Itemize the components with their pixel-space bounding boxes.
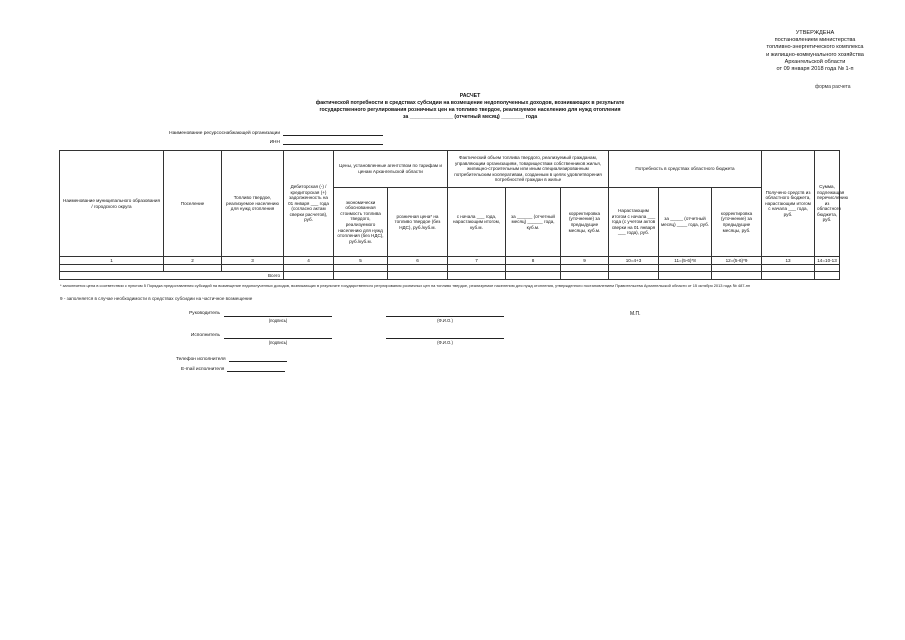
document-title (280, 93, 660, 121)
executor-name-caption: (Ф.И.О.) (437, 340, 453, 345)
phone-label: Телефон исполнителя (176, 357, 226, 362)
header-group-need: Потребность в средствах областного бюджета (609, 151, 762, 188)
title-line: за _______________ (отчетный месяц) ________ года (402, 114, 538, 120)
table-cell[interactable] (164, 265, 222, 272)
header-volume-month: за ______ (отчетный месяц) ______ года, куб.м. (506, 188, 561, 257)
header-settlement: Поселение (164, 151, 222, 257)
table-cell[interactable] (506, 265, 561, 272)
inn-field[interactable] (283, 139, 383, 145)
header-group-prices: Цены, установленные агентством по тарифам и ценам Архангельской области (334, 151, 448, 188)
form-label: форма расчета (815, 84, 851, 90)
column-number: 1 (60, 257, 164, 265)
header-need-ytd: Нарастающим итогом с начала ___ года (с учетом актов сверки на 01 января ___ года), руб. (609, 188, 659, 257)
column-number: 8 (506, 257, 561, 265)
data-row (60, 265, 840, 272)
head-signature-line[interactable] (224, 316, 332, 317)
total-cell[interactable] (815, 272, 840, 280)
approval-line: Архангельской области (784, 58, 846, 65)
email-field[interactable] (227, 366, 285, 372)
column-number: 5 (334, 257, 388, 265)
title-line: РАСЧЕТ (459, 93, 481, 99)
column-number: 9 (561, 257, 609, 265)
table-cell[interactable] (762, 265, 815, 272)
header-received: Получено средств из областного бюджета, нарастающим итогом с начала ___ года, руб. (762, 151, 815, 257)
head-name-line[interactable] (386, 316, 504, 317)
stamp-place: М.П. (630, 311, 641, 317)
header-fuel: Топливо твердое, реализуемое населению для нужд отопления (222, 151, 284, 257)
title-line: государственного регулирования розничных цен на топливо твердое, реализуемое населению для нужд отопления (319, 107, 621, 113)
head-label: Руководитель (189, 311, 220, 316)
total-cell[interactable] (506, 272, 561, 280)
approval-stamp (750, 30, 880, 73)
total-row (60, 272, 840, 280)
approval-line: от 09 января 2018 года № 1-п (776, 66, 854, 73)
table-cell[interactable] (561, 265, 609, 272)
table-cell[interactable] (712, 265, 762, 272)
email-label: E-mail исполнителя (181, 367, 225, 372)
title-line: фактической потребности в средствах субсидии на возмещение недополученных доходов, возникающих в результате (315, 100, 625, 106)
executor-name-line[interactable] (386, 338, 504, 339)
header-payable: Сумма, подлежащая перечислению из областного бюджета, руб. (815, 151, 840, 257)
total-cell[interactable] (561, 272, 609, 280)
header-need-month: за _____ (отчетный месяц) ____ года, руб. (659, 188, 712, 257)
organization-name-label: Наименование ресурсоснабжающей организации (169, 131, 280, 136)
column-number: 7 (448, 257, 506, 265)
total-cell[interactable] (659, 272, 712, 280)
total-cell[interactable] (609, 272, 659, 280)
approval-line: постановлением министерства (774, 37, 856, 44)
approval-line: топливно-энергетического комплекса (766, 44, 864, 51)
header-volume-adjustment: корректировка (уточнение) за предыдущие месяцы, куб.м. (561, 188, 609, 257)
header-municipality: Наименование муниципального образования / городского округа (60, 151, 164, 257)
column-number: 6 (388, 257, 448, 265)
inn-label: ИНН (269, 140, 280, 145)
column-number: 10=4+3 (609, 257, 659, 265)
table-cell[interactable] (222, 265, 284, 272)
total-cell[interactable] (762, 272, 815, 280)
total-label: Всего (60, 272, 284, 280)
table-cell[interactable] (609, 265, 659, 272)
approval-line: и жилищно-коммунального хозяйства (766, 51, 864, 58)
table-cell[interactable] (815, 265, 840, 272)
executor-signature-line[interactable] (224, 338, 332, 339)
table-cell[interactable] (60, 265, 164, 272)
table-cell[interactable] (448, 265, 506, 272)
total-cell[interactable] (334, 272, 388, 280)
footnote-retail-price: * заполняется цена в соответствии с пунктом 5 Порядка предоставления субсидий на возмещение недополученных доходов, возникающих в результате государственного регулирования розничных цен на топливо твердое, реализуемое населению для нужд отопления, утвержденного постановлением Правительства Архангельской области от 15 октября 2013 года № 487-пп (60, 283, 751, 288)
approval-line: УТВЕРЖДЕНА (795, 30, 835, 36)
column-number: 13 (762, 257, 815, 265)
email-row (181, 366, 285, 372)
total-cell[interactable] (448, 272, 506, 280)
head-name-caption: (Ф.И.О.) (437, 318, 453, 323)
header-retail-price: розничная цена* на топливо твердое (без НДС), руб./куб.м. (388, 188, 448, 257)
header-economic-cost: экономически обоснованная стоимость топлива твердого, реализуемого населению для нужд отопления (без НДС), руб./куб.м. (334, 188, 388, 257)
phone-field[interactable] (229, 356, 287, 362)
organization-name-row (168, 130, 383, 136)
head-signature-caption: (подпись) (268, 318, 288, 323)
organization-name-field[interactable] (283, 130, 383, 136)
column-number: 11=(5-6)*8 (659, 257, 712, 265)
table-cell[interactable] (284, 265, 334, 272)
header-need-adjustment: корректировка (уточнение) за предыдущие месяцы, руб. (712, 188, 762, 257)
header-volume-ytd: с начала ___ года, нарастающим итогом, куб.м. (448, 188, 506, 257)
header-group-volume: Фактический объем топлива твердого, реализуемый гражданам, управляющим организациям, товариществам собственников жилья, жилищно-строительным или иным специализированным потребительским кооперативам, созданным в целях удовлетворения потребностей граждан в жилье (448, 151, 609, 188)
column-number: 2 (164, 257, 222, 265)
total-cell[interactable] (712, 272, 762, 280)
total-cell[interactable] (284, 272, 334, 280)
column-number: 14=10-13 (815, 257, 840, 265)
table-cell[interactable] (388, 265, 448, 272)
table-cell[interactable] (659, 265, 712, 272)
column-number: 4 (284, 257, 334, 265)
column-number: 3 (222, 257, 284, 265)
total-cell[interactable] (388, 272, 448, 280)
column-number: 12=(5-6)*9 (712, 257, 762, 265)
table-cell[interactable] (334, 265, 388, 272)
footnote-adjustment: 9 - заполняется в случае необходимости в средствах субсидии на частичное возмещение (60, 296, 253, 301)
inn-row (168, 139, 383, 145)
header-receivables: Дебиторская (-) / кредиторская (+) задолженность на 01 января ___ года (согласно актам сверки расчетов), руб. (284, 151, 334, 257)
column-numbers-row (60, 257, 840, 265)
executor-label: Исполнитель (190, 333, 220, 338)
executor-signature-caption: (подпись) (268, 340, 288, 345)
phone-row (176, 356, 287, 362)
calculation-table (59, 150, 849, 280)
